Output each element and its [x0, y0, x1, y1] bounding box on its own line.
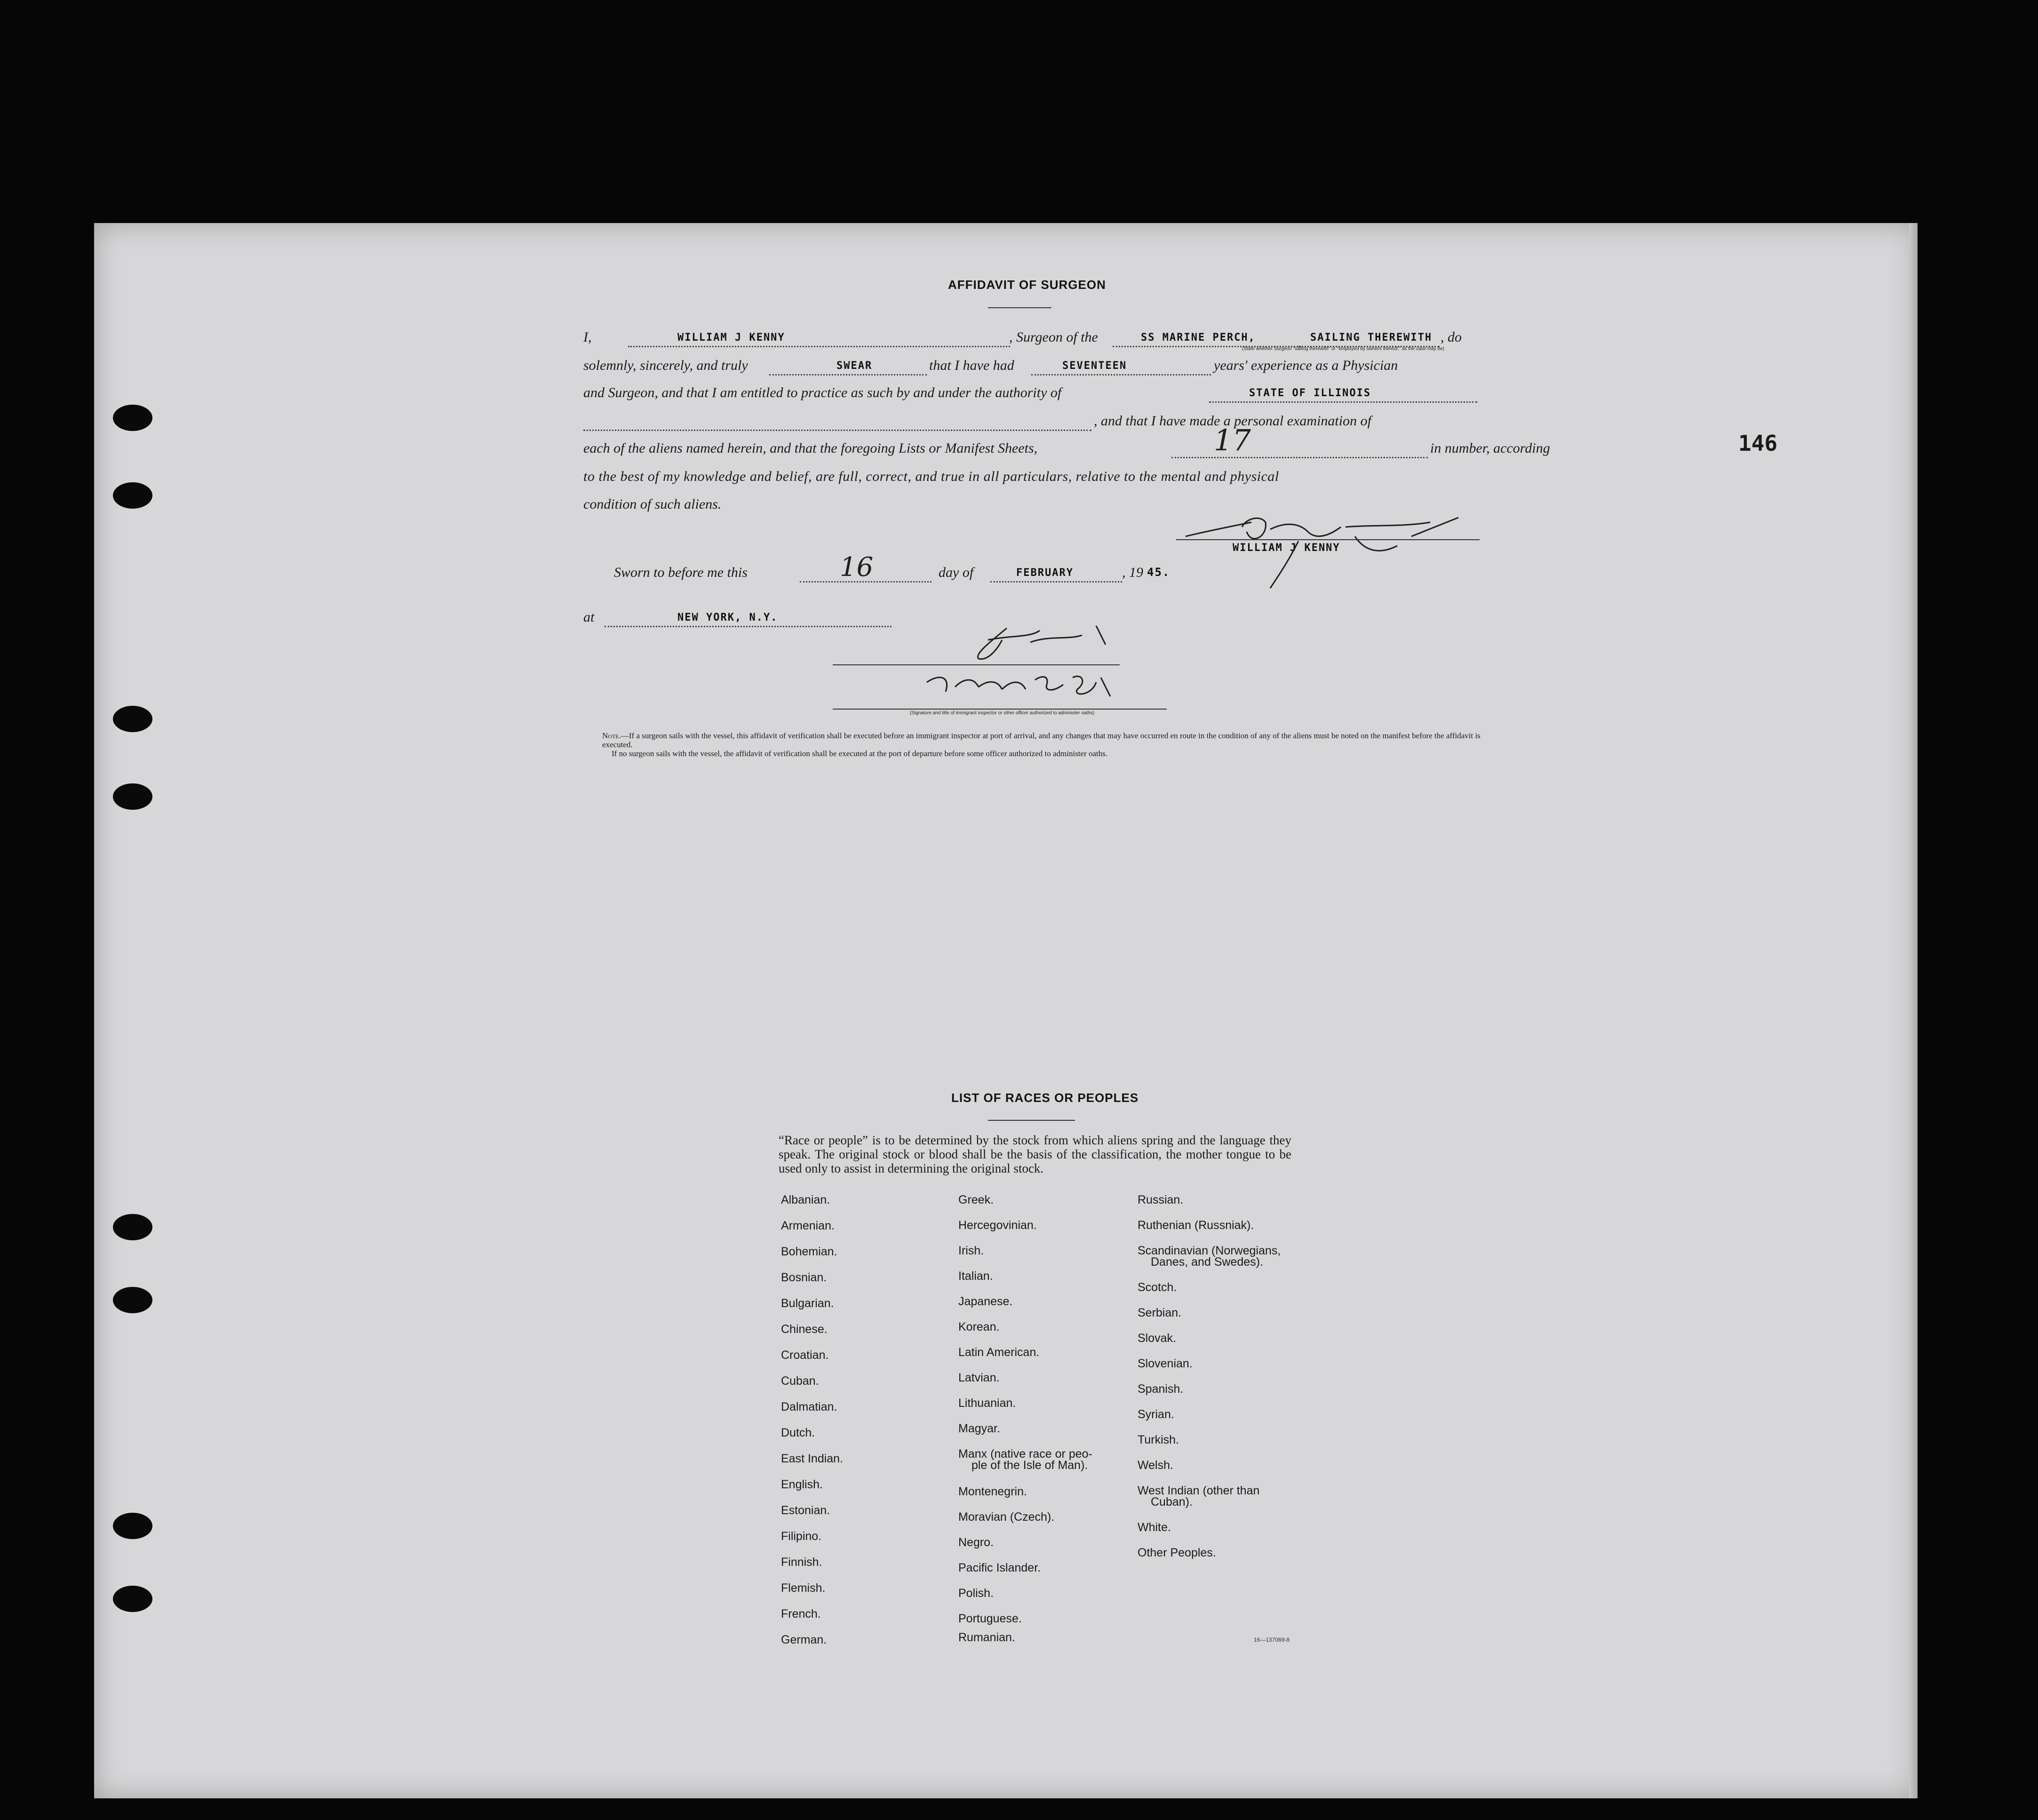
race-item: Polish. — [958, 1587, 994, 1600]
race-item: Japanese. — [958, 1295, 1013, 1308]
affidavit-line-6 — [583, 464, 1477, 490]
punch-hole — [113, 482, 152, 509]
sailing-note: (State whether Surgeon "sailing therewith" or "employed by owners thereof," as the case may be) — [1242, 346, 1444, 351]
race-item: Turkish. — [1138, 1433, 1179, 1446]
race-item: Moravian (Czech). — [958, 1510, 1055, 1524]
race-item: Syrian. — [1138, 1408, 1174, 1421]
punch-hole — [113, 1513, 152, 1539]
surgeon-signature — [1176, 508, 1482, 602]
officer-signature-drawing — [833, 621, 1171, 720]
race-item: Manx (native race or peo- — [958, 1447, 1092, 1461]
affidavit-line-3 — [583, 380, 1477, 407]
label-personal-examination: , and that I have made a personal examination of — [1094, 413, 1371, 429]
race-item: Hercegovinian. — [958, 1219, 1037, 1232]
label-authority: and Surgeon, and that I am entitled to practice as such by and under the authority of — [583, 385, 1062, 400]
oath-type: SWEAR — [836, 360, 873, 372]
dotted-line — [1031, 374, 1211, 375]
authority: STATE OF ILLINOIS — [1249, 387, 1371, 399]
punch-hole — [113, 783, 152, 810]
race-item: Welsh. — [1138, 1459, 1173, 1472]
label-best-knowledge: to the best of my knowledge and belief, are full, correct, and true in all particulars, relative to the mental and physical — [583, 469, 1279, 484]
race-item: Scotch. — [1138, 1281, 1177, 1294]
race-item-continuation: Cuban). — [1151, 1495, 1193, 1509]
race-item: Spanish. — [1138, 1382, 1184, 1396]
race-item: Chinese. — [781, 1323, 828, 1336]
race-item: Latin American. — [958, 1346, 1040, 1359]
race-item: German. — [781, 1633, 827, 1646]
race-item: Portuguese. — [958, 1612, 1022, 1625]
race-item: Albanian. — [781, 1193, 830, 1206]
label-at: at — [583, 609, 595, 625]
title-rule — [988, 307, 1051, 308]
officer-rule-1 — [833, 664, 1120, 665]
race-item: Russian. — [1138, 1193, 1184, 1206]
sworn-day: 16 — [840, 552, 874, 583]
race-item: White. — [1138, 1521, 1171, 1534]
sworn-month: FEBRUARY — [1016, 567, 1074, 579]
races-title-rule — [988, 1120, 1075, 1121]
sworn-year: 45. — [1147, 566, 1170, 579]
punch-hole — [113, 405, 152, 431]
race-item: Ruthenian (Russniak). — [1138, 1219, 1254, 1232]
race-item: Filipino. — [781, 1530, 822, 1543]
surgeon-name: WILLIAM J KENNY — [677, 332, 785, 343]
years-experience: SEVENTEEN — [1062, 360, 1127, 372]
page-number: 146 — [1738, 431, 1778, 456]
place: NEW YORK, N.Y. — [677, 612, 778, 623]
dotted-line — [769, 374, 927, 375]
race-item: Other Peoples. — [1138, 1546, 1216, 1559]
race-item: Armenian. — [781, 1219, 835, 1232]
affidavit-title: AFFIDAVIT OF SURGEON — [948, 278, 1106, 292]
signer-typed-name: WILLIAM J KENNY — [1233, 542, 1340, 554]
races-title: LIST OF RACES OR PEOPLES — [951, 1091, 1139, 1105]
race-item: Slovenian. — [1138, 1357, 1193, 1370]
race-item: East Indian. — [781, 1452, 844, 1465]
race-item: English. — [781, 1478, 823, 1491]
race-item: Irish. — [958, 1244, 984, 1257]
label-sworn: Sworn to before me this — [614, 565, 748, 580]
signature-rule — [1176, 539, 1480, 540]
race-item: Slovak. — [1138, 1332, 1176, 1345]
race-item-continuation: ple of the Isle of Man). — [971, 1459, 1088, 1472]
punch-hole — [113, 1586, 152, 1612]
label-surgeon-of: , Surgeon of the — [1009, 329, 1098, 345]
label-condition: condition of such aliens. — [583, 496, 722, 512]
race-item: Magyar. — [958, 1422, 1000, 1435]
race-item-continuation: Danes, and Swedes). — [1151, 1255, 1264, 1269]
officer-caption: (Signature and title of immigrant inspector or other officer authorized to administer oaths) — [909, 710, 1095, 716]
race-item: Rumanian. — [958, 1631, 1015, 1644]
race-item: Korean. — [958, 1320, 1000, 1333]
note-label: Note. — [602, 731, 621, 740]
race-item: Negro. — [958, 1536, 994, 1549]
affidavit-note — [602, 731, 1487, 758]
label-do: , do — [1441, 329, 1462, 345]
race-item: Montenegrin. — [958, 1485, 1027, 1498]
race-item: Dalmatian. — [781, 1400, 837, 1413]
race-item: Greek. — [958, 1193, 994, 1206]
race-item: French. — [781, 1607, 821, 1620]
race-item: Dutch. — [781, 1426, 815, 1439]
surgeon-signature-drawing — [1176, 508, 1482, 602]
sheets-count: 17 — [1214, 423, 1251, 457]
affidavit-line-1 — [583, 325, 1477, 351]
vessel-name: SS MARINE PERCH, — [1141, 332, 1256, 343]
race-item: Italian. — [958, 1269, 993, 1283]
note-paragraph-1 — [602, 731, 1487, 749]
race-item: Bosnian. — [781, 1271, 827, 1284]
punch-hole — [113, 1214, 152, 1240]
race-item: Finnish. — [781, 1556, 822, 1569]
label-manifest-sheets: each of the aliens named herein, and that the foregoing Lists or Manifest Sheets, — [583, 440, 1038, 456]
dotted-line — [1171, 457, 1428, 458]
race-item: Cuban. — [781, 1374, 819, 1388]
race-item: Bulgarian. — [781, 1297, 834, 1310]
label-in-number: in number, according — [1430, 440, 1550, 456]
dotted-line — [628, 346, 1010, 347]
label-solemnly: solemnly, sincerely, and truly — [583, 358, 748, 373]
officer-rule-2 — [833, 709, 1167, 710]
note-paragraph-2: If no surgeon sails with the vessel, the affidavit of verification shall be executed at the port of departure before some officer authorized to administer oaths. — [612, 749, 1108, 758]
dotted-line — [1209, 401, 1477, 403]
race-item: Scandinavian (Norwegians, — [1138, 1244, 1281, 1257]
label-i: I, — [583, 329, 592, 345]
race-item: Croatian. — [781, 1349, 829, 1362]
affidavit-line-5 — [583, 423, 1550, 462]
affidavit-line-4 — [583, 408, 1477, 435]
punch-hole — [113, 706, 152, 732]
races-intro: “Race or people” is to be determined by the stock from which aliens spring and the language they speak. The original stock or blood shall be the basis of the classification, the mother tongue to be used only to assist in determining the original stock. — [779, 1133, 1291, 1175]
dotted-line — [583, 430, 1091, 431]
race-item: Serbian. — [1138, 1306, 1182, 1319]
race-item: West Indian (other than — [1138, 1484, 1260, 1497]
form-code: 16—137069-8 — [1254, 1636, 1290, 1643]
label-years-experience: years' experience as a Physician — [1214, 358, 1398, 373]
dotted-line — [990, 581, 1122, 583]
note-text-1: —If a surgeon sails with the vessel, this affidavit of verification shall be executed before an immigrant inspector at port of arrival, and any changes that may have occurred en route in the condition of any of the aliens must be noted on the manifest before the affidavit is executed. — [602, 731, 1481, 749]
label-that-i-have-had: that I have had — [929, 358, 1014, 373]
page-edge — [1909, 223, 1918, 1798]
race-item: Estonian. — [781, 1504, 830, 1517]
race-item: Latvian. — [958, 1371, 1000, 1384]
officer-signature — [833, 621, 1171, 720]
race-item: Flemish. — [781, 1581, 826, 1595]
label-year-prefix: , 19 — [1122, 565, 1143, 580]
race-item: Bohemian. — [781, 1245, 837, 1258]
label-day-of: day of — [939, 565, 974, 580]
sailing-status: SAILING THEREWITH — [1310, 332, 1433, 343]
affidavit-line-2 — [583, 353, 1477, 379]
sworn-line — [583, 552, 1289, 586]
race-item: Pacific Islander. — [958, 1561, 1041, 1574]
race-item: Lithuanian. — [958, 1397, 1016, 1410]
punch-hole — [113, 1287, 152, 1313]
